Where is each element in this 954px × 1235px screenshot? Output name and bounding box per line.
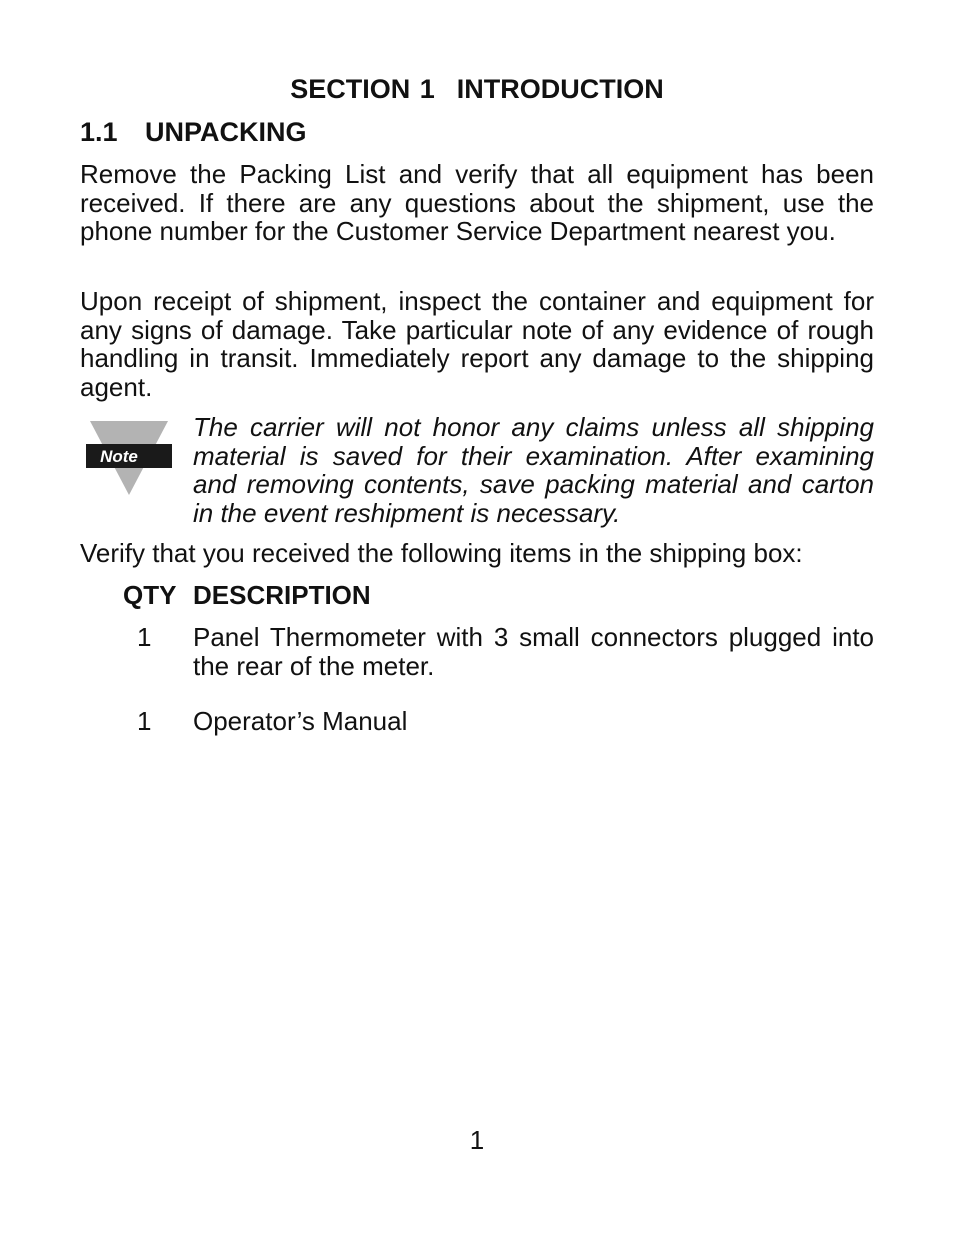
items-table-header [123, 580, 371, 611]
verify-text: Verify that you received the following items in the shipping box: [80, 538, 803, 568]
item-description: Operator’s Manual [193, 706, 408, 736]
subsection-number: 1.1 [80, 117, 118, 147]
item-qty: 1 [137, 622, 152, 652]
description-column-header: DESCRIPTION [193, 580, 371, 610]
paragraph-inspection: Upon receipt of shipment, inspect the container and equipment for any signs of damage. Take particular note of any evidence of rough handling in transit. Immediately report any damage to the shipping agent. [80, 286, 874, 402]
section-name: INTRODUCTION [456, 74, 664, 104]
section-title [80, 74, 874, 105]
subsection-name: UNPACKING [145, 117, 307, 147]
paragraph-unpacking: Remove the Packing List and verify that all equipment has been received. If there are any questions about the shipment, use the phone number for the Customer Service Department nearest you. [80, 159, 874, 246]
item-qty: 1 [137, 706, 152, 736]
section-number: SECTION 1 [290, 74, 435, 104]
manual-page [80, 0, 874, 1235]
note-text: The carrier will not honor any claims unless all shipping material is saved for their examination. After examining and removing contents, save packing material and carton in the event reshipment is necessary. [193, 412, 874, 528]
page-number: 1 [469, 1125, 485, 1155]
qty-column-header: QTY [123, 580, 177, 610]
note-icon-label: Note [100, 447, 138, 466]
note-triangle-icon [86, 419, 172, 497]
subsection-title [80, 117, 307, 148]
item-description: Panel Thermometer with 3 small connectors plugged into the rear of the meter. [193, 622, 874, 681]
